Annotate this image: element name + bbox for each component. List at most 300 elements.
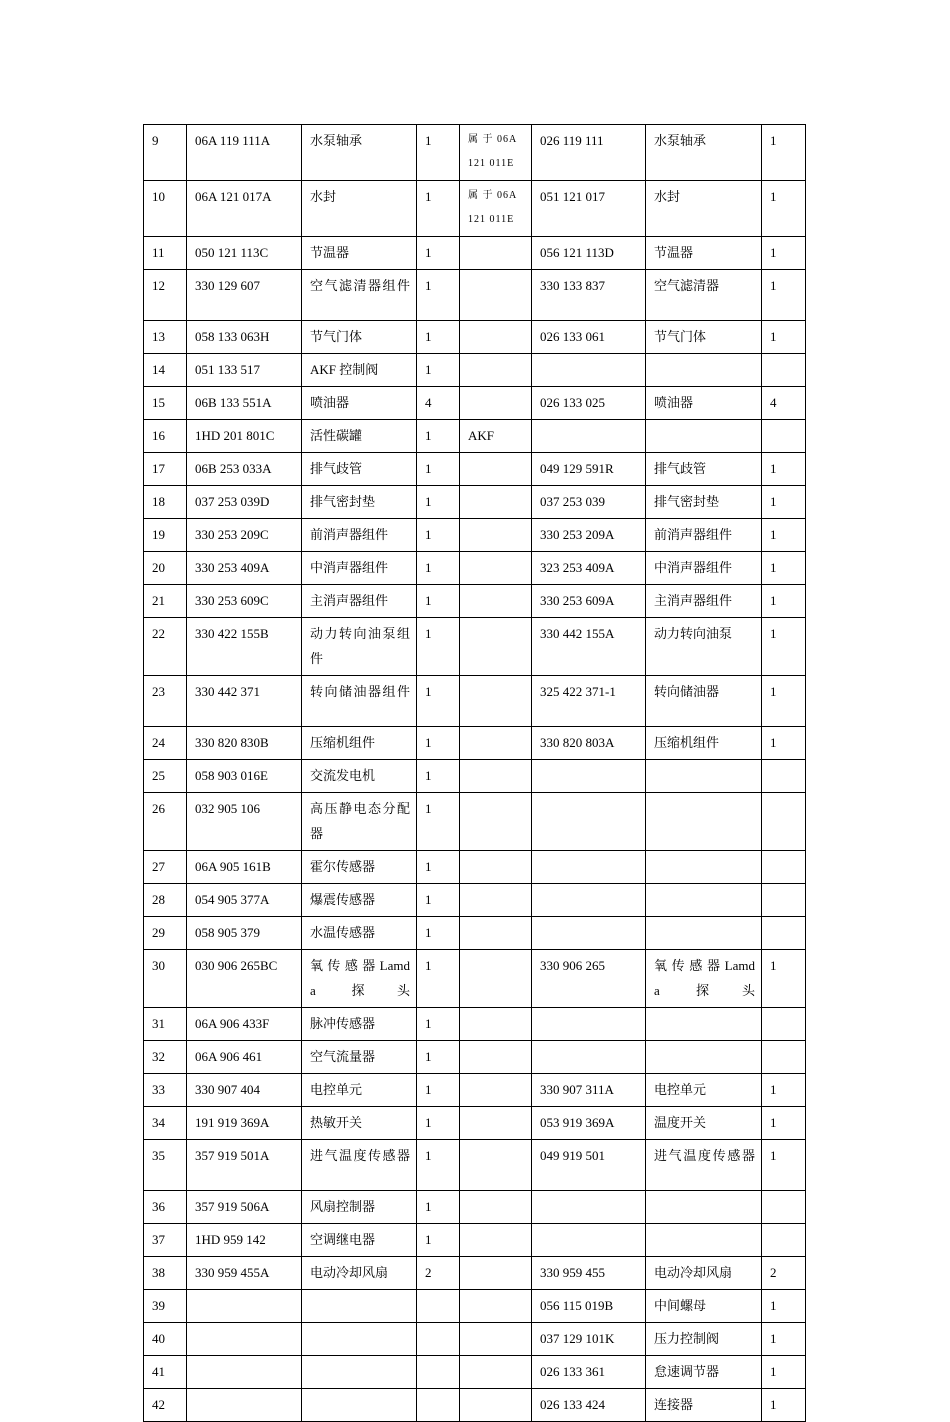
parts-comparison-table — [143, 124, 806, 1422]
remark-cell — [460, 1389, 532, 1422]
part-name-old-cell: 热敏开关 — [302, 1107, 417, 1140]
part-name-new-cell: 压缩机组件 — [646, 727, 762, 760]
remark-cell — [460, 1107, 532, 1140]
part-name-new-cell: 排气密封垫 — [646, 486, 762, 519]
remark-cell — [460, 1191, 532, 1224]
quantity-new-cell: 1 — [762, 237, 806, 270]
table-row — [144, 917, 806, 950]
row-number-cell: 16 — [144, 420, 187, 453]
part-number-old-cell: 330 129 607 — [187, 270, 302, 321]
quantity-old-cell: 1 — [417, 851, 460, 884]
table-row — [144, 519, 806, 552]
quantity-old-cell: 1 — [417, 125, 460, 181]
quantity-old-cell: 1 — [417, 618, 460, 676]
quantity-new-cell: 1 — [762, 270, 806, 321]
quantity-new-cell: 1 — [762, 1389, 806, 1422]
part-number-new-cell — [532, 851, 646, 884]
quantity-new-cell: 1 — [762, 486, 806, 519]
remark-cell — [460, 618, 532, 676]
quantity-old-cell: 1 — [417, 237, 460, 270]
part-number-old-cell: 06B 253 033A — [187, 453, 302, 486]
part-number-new-cell: 330 820 803A — [532, 727, 646, 760]
table-row — [144, 237, 806, 270]
remark-cell — [460, 950, 532, 1008]
part-number-old-cell: 06A 906 461 — [187, 1041, 302, 1074]
part-name-old-cell: 水泵轴承 — [302, 125, 417, 181]
part-name-old-cell: 喷油器 — [302, 387, 417, 420]
part-number-old-cell: 1HD 201 801C — [187, 420, 302, 453]
quantity-new-cell: 4 — [762, 387, 806, 420]
row-number-cell: 39 — [144, 1290, 187, 1323]
table-row — [144, 387, 806, 420]
part-number-new-cell: 049 129 591R — [532, 453, 646, 486]
part-number-new-cell: 330 253 209A — [532, 519, 646, 552]
table-row — [144, 125, 806, 181]
part-number-old-cell: 058 133 063H — [187, 321, 302, 354]
quantity-new-cell — [762, 1191, 806, 1224]
part-number-new-cell — [532, 420, 646, 453]
quantity-new-cell: 1 — [762, 950, 806, 1008]
remark-cell — [460, 727, 532, 760]
quantity-new-cell: 1 — [762, 125, 806, 181]
part-name-old-cell: 电动冷却风扇 — [302, 1257, 417, 1290]
part-name-new-cell — [646, 420, 762, 453]
remark-cell: 属 于 06A 121 011E — [460, 125, 532, 181]
table-row — [144, 552, 806, 585]
part-name-new-cell — [646, 793, 762, 851]
part-number-old-cell: 330 442 371 — [187, 676, 302, 727]
table-row — [144, 270, 806, 321]
part-name-new-cell: 动力转向油泵 — [646, 618, 762, 676]
part-name-old-cell — [302, 1356, 417, 1389]
part-name-old-cell: 空调继电器 — [302, 1224, 417, 1257]
remark-cell — [460, 676, 532, 727]
part-name-new-cell: 水泵轴承 — [646, 125, 762, 181]
part-name-new-cell: 中间螺母 — [646, 1290, 762, 1323]
part-number-new-cell: 026 133 361 — [532, 1356, 646, 1389]
part-number-old-cell — [187, 1323, 302, 1356]
part-number-new-cell — [532, 1041, 646, 1074]
part-name-new-cell — [646, 884, 762, 917]
part-number-old-cell: 032 905 106 — [187, 793, 302, 851]
row-number-cell: 12 — [144, 270, 187, 321]
part-name-new-cell: 温度开关 — [646, 1107, 762, 1140]
part-number-new-cell: 330 442 155A — [532, 618, 646, 676]
quantity-old-cell: 2 — [417, 1257, 460, 1290]
part-name-new-cell: 喷油器 — [646, 387, 762, 420]
part-name-new-cell — [646, 851, 762, 884]
quantity-new-cell — [762, 1008, 806, 1041]
part-name-new-cell — [646, 1008, 762, 1041]
table-row — [144, 727, 806, 760]
table-row — [144, 1074, 806, 1107]
part-number-new-cell — [532, 917, 646, 950]
part-name-old-cell: 高压静电态分配器 — [302, 793, 417, 851]
table-row — [144, 618, 806, 676]
row-number-cell: 13 — [144, 321, 187, 354]
table-row — [144, 1224, 806, 1257]
part-number-old-cell: 054 905 377A — [187, 884, 302, 917]
quantity-new-cell: 1 — [762, 1074, 806, 1107]
table-row — [144, 1191, 806, 1224]
remark-cell — [460, 1074, 532, 1107]
quantity-old-cell: 1 — [417, 321, 460, 354]
part-name-new-cell: 电控单元 — [646, 1074, 762, 1107]
row-number-cell: 31 — [144, 1008, 187, 1041]
row-number-cell: 35 — [144, 1140, 187, 1191]
row-number-cell: 19 — [144, 519, 187, 552]
part-number-new-cell — [532, 354, 646, 387]
quantity-old-cell: 1 — [417, 270, 460, 321]
quantity-old-cell: 1 — [417, 519, 460, 552]
remark-cell — [460, 1290, 532, 1323]
table-row — [144, 950, 806, 1008]
part-number-new-cell: 325 422 371-1 — [532, 676, 646, 727]
quantity-new-cell: 1 — [762, 727, 806, 760]
quantity-new-cell: 1 — [762, 552, 806, 585]
part-name-new-cell: 节温器 — [646, 237, 762, 270]
part-name-new-cell: 空气滤清器 — [646, 270, 762, 321]
remark-cell: AKF — [460, 420, 532, 453]
part-number-new-cell: 330 253 609A — [532, 585, 646, 618]
quantity-old-cell: 1 — [417, 1074, 460, 1107]
part-name-old-cell: 脉冲传感器 — [302, 1008, 417, 1041]
part-number-old-cell: 330 253 209C — [187, 519, 302, 552]
remark-cell — [460, 1356, 532, 1389]
part-name-new-cell: 前消声器组件 — [646, 519, 762, 552]
table-row — [144, 851, 806, 884]
part-number-old-cell: 06A 906 433F — [187, 1008, 302, 1041]
part-name-new-cell — [646, 917, 762, 950]
table-row — [144, 760, 806, 793]
quantity-new-cell — [762, 420, 806, 453]
quantity-old-cell: 1 — [417, 727, 460, 760]
part-name-new-cell: 水封 — [646, 181, 762, 237]
quantity-new-cell: 1 — [762, 1323, 806, 1356]
part-number-new-cell: 026 119 111 — [532, 125, 646, 181]
part-number-old-cell: 030 906 265BC — [187, 950, 302, 1008]
part-name-old-cell: 交流发电机 — [302, 760, 417, 793]
row-number-cell: 22 — [144, 618, 187, 676]
row-number-cell: 32 — [144, 1041, 187, 1074]
row-number-cell: 42 — [144, 1389, 187, 1422]
part-name-old-cell: 排气密封垫 — [302, 486, 417, 519]
remark-cell — [460, 486, 532, 519]
remark-cell — [460, 793, 532, 851]
quantity-new-cell — [762, 851, 806, 884]
row-number-cell: 21 — [144, 585, 187, 618]
row-number-cell: 30 — [144, 950, 187, 1008]
remark-cell — [460, 270, 532, 321]
remark-cell — [460, 519, 532, 552]
part-name-old-cell: 进气温度传感器 — [302, 1140, 417, 1191]
part-name-old-cell: 排气歧管 — [302, 453, 417, 486]
table-row — [144, 1356, 806, 1389]
part-name-new-cell: 氧 传 感 器 Lamda 探头 — [646, 950, 762, 1008]
remark-cell — [460, 1041, 532, 1074]
row-number-cell: 10 — [144, 181, 187, 237]
part-number-new-cell: 330 959 455 — [532, 1257, 646, 1290]
remark-cell — [460, 585, 532, 618]
part-number-new-cell — [532, 1191, 646, 1224]
row-number-cell: 29 — [144, 917, 187, 950]
remark-cell — [460, 321, 532, 354]
table-row — [144, 420, 806, 453]
part-name-new-cell: 转向储油器 — [646, 676, 762, 727]
row-number-cell: 14 — [144, 354, 187, 387]
quantity-new-cell — [762, 760, 806, 793]
quantity-old-cell: 1 — [417, 917, 460, 950]
part-number-new-cell: 053 919 369A — [532, 1107, 646, 1140]
quantity-old-cell: 1 — [417, 453, 460, 486]
quantity-new-cell: 1 — [762, 1107, 806, 1140]
table-row — [144, 676, 806, 727]
table-row — [144, 1257, 806, 1290]
part-number-old-cell: 058 905 379 — [187, 917, 302, 950]
part-number-old-cell — [187, 1356, 302, 1389]
part-name-new-cell: 压力控制阀 — [646, 1323, 762, 1356]
part-number-new-cell: 056 121 113D — [532, 237, 646, 270]
part-name-old-cell: 中消声器组件 — [302, 552, 417, 585]
part-name-old-cell: 节温器 — [302, 237, 417, 270]
part-number-new-cell — [532, 760, 646, 793]
part-number-old-cell — [187, 1389, 302, 1422]
quantity-new-cell — [762, 917, 806, 950]
part-number-old-cell: 06A 905 161B — [187, 851, 302, 884]
table-row — [144, 1389, 806, 1422]
part-number-new-cell — [532, 1224, 646, 1257]
part-number-new-cell: 037 253 039 — [532, 486, 646, 519]
part-number-old-cell: 1HD 959 142 — [187, 1224, 302, 1257]
table-row — [144, 486, 806, 519]
row-number-cell: 28 — [144, 884, 187, 917]
remark-cell — [460, 1323, 532, 1356]
quantity-old-cell: 1 — [417, 884, 460, 917]
part-number-old-cell: 06B 133 551A — [187, 387, 302, 420]
quantity-new-cell: 1 — [762, 181, 806, 237]
part-name-new-cell: 排气歧管 — [646, 453, 762, 486]
row-number-cell: 36 — [144, 1191, 187, 1224]
part-number-old-cell: 330 959 455A — [187, 1257, 302, 1290]
part-name-old-cell: 风扇控制器 — [302, 1191, 417, 1224]
part-number-old-cell: 330 907 404 — [187, 1074, 302, 1107]
table-row — [144, 1290, 806, 1323]
part-name-new-cell: 进气温度传感器 — [646, 1140, 762, 1191]
quantity-new-cell: 1 — [762, 321, 806, 354]
row-number-cell: 17 — [144, 453, 187, 486]
row-number-cell: 20 — [144, 552, 187, 585]
part-number-old-cell — [187, 1290, 302, 1323]
part-name-old-cell: 霍尔传感器 — [302, 851, 417, 884]
quantity-old-cell: 1 — [417, 676, 460, 727]
part-name-old-cell: 电控单元 — [302, 1074, 417, 1107]
part-name-old-cell: 空气流量器 — [302, 1041, 417, 1074]
remark-cell — [460, 1140, 532, 1191]
part-number-old-cell: 357 919 506A — [187, 1191, 302, 1224]
row-number-cell: 40 — [144, 1323, 187, 1356]
row-number-cell: 27 — [144, 851, 187, 884]
table-row — [144, 1008, 806, 1041]
row-number-cell: 33 — [144, 1074, 187, 1107]
table-row — [144, 884, 806, 917]
part-name-old-cell: 氧 传 感 器 Lamda 探头 — [302, 950, 417, 1008]
row-number-cell: 41 — [144, 1356, 187, 1389]
part-name-old-cell: 空气滤清器组件 — [302, 270, 417, 321]
quantity-old-cell: 1 — [417, 1224, 460, 1257]
part-name-old-cell: 前消声器组件 — [302, 519, 417, 552]
row-number-cell: 37 — [144, 1224, 187, 1257]
remark-cell — [460, 1224, 532, 1257]
remark-cell — [460, 760, 532, 793]
table-row — [144, 1041, 806, 1074]
row-number-cell: 34 — [144, 1107, 187, 1140]
quantity-old-cell: 1 — [417, 793, 460, 851]
part-name-old-cell: AKF 控制阀 — [302, 354, 417, 387]
part-name-old-cell — [302, 1290, 417, 1323]
quantity-new-cell — [762, 793, 806, 851]
quantity-old-cell: 1 — [417, 1140, 460, 1191]
part-name-new-cell: 电动冷却风扇 — [646, 1257, 762, 1290]
part-name-old-cell: 爆震传感器 — [302, 884, 417, 917]
part-name-new-cell — [646, 1041, 762, 1074]
table-row — [144, 354, 806, 387]
table-row — [144, 181, 806, 237]
part-number-old-cell: 058 903 016E — [187, 760, 302, 793]
row-number-cell: 15 — [144, 387, 187, 420]
row-number-cell: 18 — [144, 486, 187, 519]
quantity-old-cell — [417, 1389, 460, 1422]
quantity-new-cell: 2 — [762, 1257, 806, 1290]
part-name-new-cell — [646, 760, 762, 793]
part-name-old-cell: 转向储油器组件 — [302, 676, 417, 727]
quantity-new-cell — [762, 1041, 806, 1074]
remark-cell — [460, 552, 532, 585]
row-number-cell: 26 — [144, 793, 187, 851]
part-name-old-cell: 水封 — [302, 181, 417, 237]
part-number-old-cell: 051 133 517 — [187, 354, 302, 387]
part-name-old-cell — [302, 1389, 417, 1422]
part-name-new-cell: 主消声器组件 — [646, 585, 762, 618]
part-name-old-cell: 节气门体 — [302, 321, 417, 354]
row-number-cell: 24 — [144, 727, 187, 760]
quantity-old-cell: 1 — [417, 1041, 460, 1074]
quantity-new-cell — [762, 354, 806, 387]
quantity-new-cell: 1 — [762, 618, 806, 676]
part-number-new-cell — [532, 793, 646, 851]
remark-cell — [460, 884, 532, 917]
row-number-cell: 25 — [144, 760, 187, 793]
remark-cell — [460, 851, 532, 884]
quantity-new-cell: 1 — [762, 1356, 806, 1389]
quantity-old-cell: 1 — [417, 1191, 460, 1224]
quantity-old-cell: 1 — [417, 1107, 460, 1140]
table-row — [144, 1323, 806, 1356]
table-row — [144, 793, 806, 851]
quantity-old-cell: 1 — [417, 760, 460, 793]
part-number-old-cell: 06A 121 017A — [187, 181, 302, 237]
quantity-new-cell: 1 — [762, 676, 806, 727]
quantity-new-cell — [762, 884, 806, 917]
part-name-old-cell: 水温传感器 — [302, 917, 417, 950]
part-number-new-cell: 056 115 019B — [532, 1290, 646, 1323]
table-body — [144, 125, 806, 1422]
part-name-new-cell: 节气门体 — [646, 321, 762, 354]
table-row — [144, 321, 806, 354]
quantity-old-cell: 1 — [417, 181, 460, 237]
part-number-old-cell: 357 919 501A — [187, 1140, 302, 1191]
part-number-new-cell: 330 133 837 — [532, 270, 646, 321]
part-number-old-cell: 330 422 155B — [187, 618, 302, 676]
remark-cell — [460, 354, 532, 387]
part-number-new-cell: 051 121 017 — [532, 181, 646, 237]
remark-cell — [460, 917, 532, 950]
row-number-cell: 9 — [144, 125, 187, 181]
part-name-new-cell — [646, 1224, 762, 1257]
quantity-old-cell: 1 — [417, 486, 460, 519]
part-name-old-cell — [302, 1323, 417, 1356]
part-name-old-cell: 动力转向油泵组件 — [302, 618, 417, 676]
quantity-new-cell: 1 — [762, 1290, 806, 1323]
table-row — [144, 585, 806, 618]
quantity-old-cell: 4 — [417, 387, 460, 420]
remark-cell — [460, 453, 532, 486]
part-number-old-cell: 050 121 113C — [187, 237, 302, 270]
quantity-old-cell: 1 — [417, 585, 460, 618]
quantity-new-cell: 1 — [762, 1140, 806, 1191]
quantity-new-cell: 1 — [762, 585, 806, 618]
table-row — [144, 1107, 806, 1140]
quantity-old-cell: 1 — [417, 950, 460, 1008]
row-number-cell: 38 — [144, 1257, 187, 1290]
part-number-new-cell — [532, 884, 646, 917]
part-number-old-cell: 330 253 409A — [187, 552, 302, 585]
quantity-new-cell: 1 — [762, 453, 806, 486]
quantity-old-cell: 1 — [417, 1008, 460, 1041]
part-name-new-cell: 怠速调节器 — [646, 1356, 762, 1389]
row-number-cell: 11 — [144, 237, 187, 270]
part-name-new-cell — [646, 354, 762, 387]
remark-cell — [460, 1257, 532, 1290]
remark-cell: 属 于 06A 121 011E — [460, 181, 532, 237]
table-row — [144, 1140, 806, 1191]
quantity-new-cell: 1 — [762, 519, 806, 552]
quantity-old-cell — [417, 1356, 460, 1389]
part-number-old-cell: 191 919 369A — [187, 1107, 302, 1140]
quantity-old-cell: 1 — [417, 552, 460, 585]
part-number-new-cell: 026 133 424 — [532, 1389, 646, 1422]
part-name-old-cell: 压缩机组件 — [302, 727, 417, 760]
part-number-old-cell: 330 253 609C — [187, 585, 302, 618]
quantity-new-cell — [762, 1224, 806, 1257]
remark-cell — [460, 237, 532, 270]
part-number-new-cell: 026 133 061 — [532, 321, 646, 354]
part-number-new-cell: 026 133 025 — [532, 387, 646, 420]
part-number-new-cell: 037 129 101K — [532, 1323, 646, 1356]
part-number-new-cell — [532, 1008, 646, 1041]
remark-cell — [460, 1008, 532, 1041]
part-name-new-cell: 中消声器组件 — [646, 552, 762, 585]
quantity-old-cell: 1 — [417, 354, 460, 387]
part-number-old-cell: 037 253 039D — [187, 486, 302, 519]
part-name-new-cell: 连接器 — [646, 1389, 762, 1422]
row-number-cell: 23 — [144, 676, 187, 727]
part-name-old-cell: 活性碳罐 — [302, 420, 417, 453]
part-number-new-cell: 049 919 501 — [532, 1140, 646, 1191]
table-row — [144, 453, 806, 486]
quantity-old-cell: 1 — [417, 420, 460, 453]
part-number-old-cell: 330 820 830B — [187, 727, 302, 760]
quantity-old-cell — [417, 1323, 460, 1356]
